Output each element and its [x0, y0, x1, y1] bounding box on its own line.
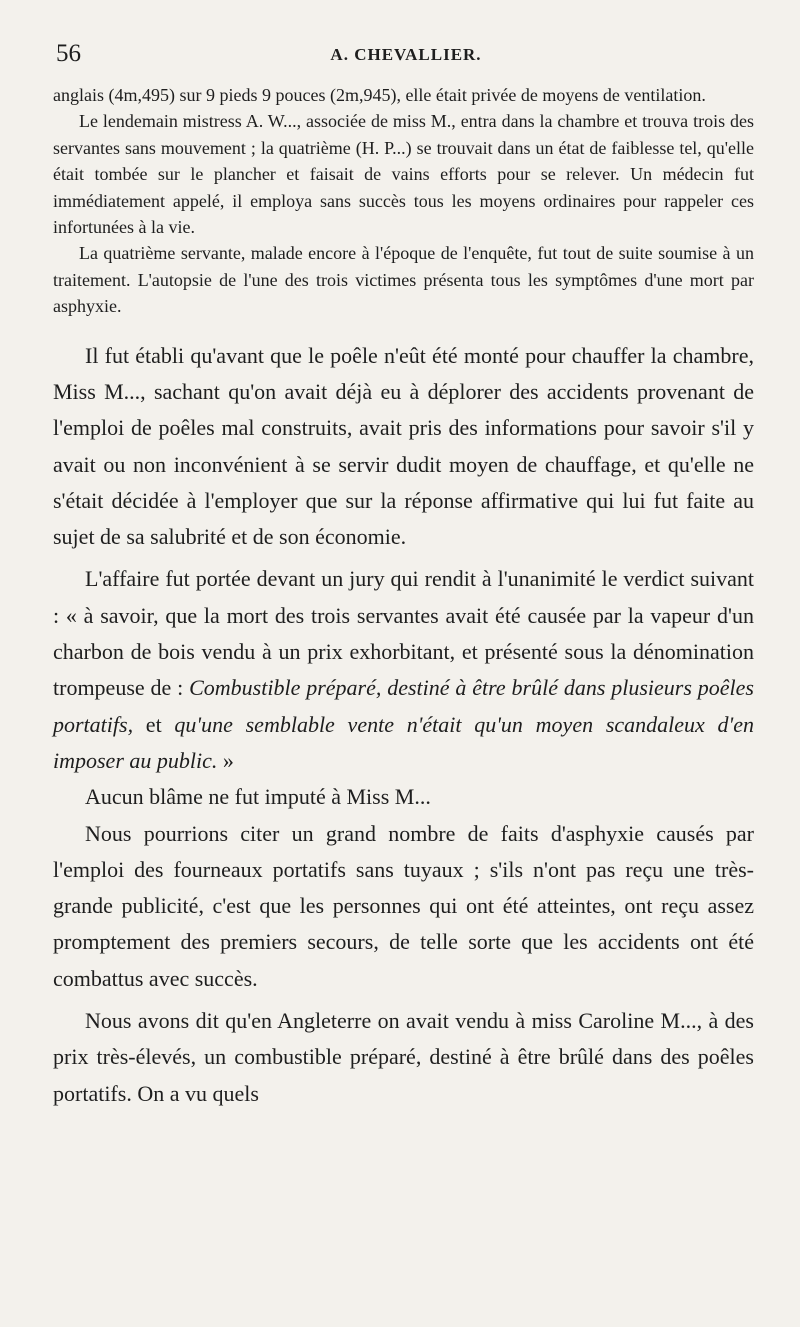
paragraph-verdict: [53, 561, 754, 779]
paragraph: Nous avons dit qu'en Angleterre on avait vendu à miss Caroline M..., à des prix très-élevés, un combustible préparé, destiné à être brûlé dans des poêles portatifs. On a vu quels: [53, 1008, 754, 1106]
small-paragraph: La quatrième servante, malade encore à l'époque de l'enquête, fut tout de suite soumise à un traitement. L'autopsie de l'une des trois victimes présenta tous les symptômes d'une mort par asphyxie.: [53, 243, 754, 317]
main-text-section: [53, 338, 754, 1112]
paragraph: Aucun blâme ne fut imputé à Miss M...: [85, 784, 431, 810]
verdict-text: »: [217, 747, 234, 773]
verdict-text: et: [133, 711, 175, 737]
paragraph: Nous pourrions citer un grand nombre de faits d'asphyxie causés par l'emploi des fourneaux portatifs sans tuyaux ; s'ils n'ont pas reçu une très-grande publicité, c'est que les personnes qui ont été atteintes, ont reçu assez promptement des premiers secours, de telle sorte que les accidents ont été combattus avec succès.: [53, 820, 754, 991]
page-header: [56, 40, 756, 74]
small-print-section: [53, 82, 754, 320]
verdict-italic-text: qu'une semblable vente n'était qu'un moyen scandaleux d'en imposer au public.: [53, 711, 754, 773]
small-paragraph: anglais (4m,495) sur 9 pieds 9 pouces (2m,945), elle était privée de moyens de ventilation.: [53, 85, 706, 105]
verdict-text: L'affaire fut portée devant un jury qui rendit à l'unanimité le verdict suivant : « à savoir, que la mort des trois servantes avait été causée par la vapeur d'un charbon de bois vendu à un prix exhorbitant, et présenté sous la dénomination trompeuse de :: [53, 566, 754, 701]
running-head: A. CHEVALLIER.: [330, 45, 482, 64]
verdict-italic-text: Combustible préparé, destiné à être brûlé dans plusieurs poêles portatifs,: [53, 675, 754, 737]
page-body: [53, 82, 754, 1112]
page-number: 56: [56, 40, 81, 67]
small-paragraph: Le lendemain mistress A. W..., associée de miss M., entra dans la chambre et trouva trois des servantes sans mouvement ; la quatrième (H. P...) se trouvait dans un état de faiblesse tel, qu'elle était tombée sur le plancher et faisait de vains efforts pour se relever. Un médecin fut immédiatement appelé, il employa sans succès tous les moyens ordinaires pour rappeler ces infortunées à la vie.: [53, 111, 754, 238]
paragraph: Il fut établi qu'avant que le poêle n'eût été monté pour chauffer la chambre, Miss M..., sachant qu'on avait déjà eu à déplorer des accidents provenant de l'emploi de poêles mal construits, avait pris des informations pour savoir s'il y avait ou non inconvénient à se servir dudit moyen de chauffage, et qu'elle ne s'était décidée à l'employer que sur la réponse affirmative qui lui fut faite au sujet de sa salubrité et de son économie.: [53, 342, 754, 550]
